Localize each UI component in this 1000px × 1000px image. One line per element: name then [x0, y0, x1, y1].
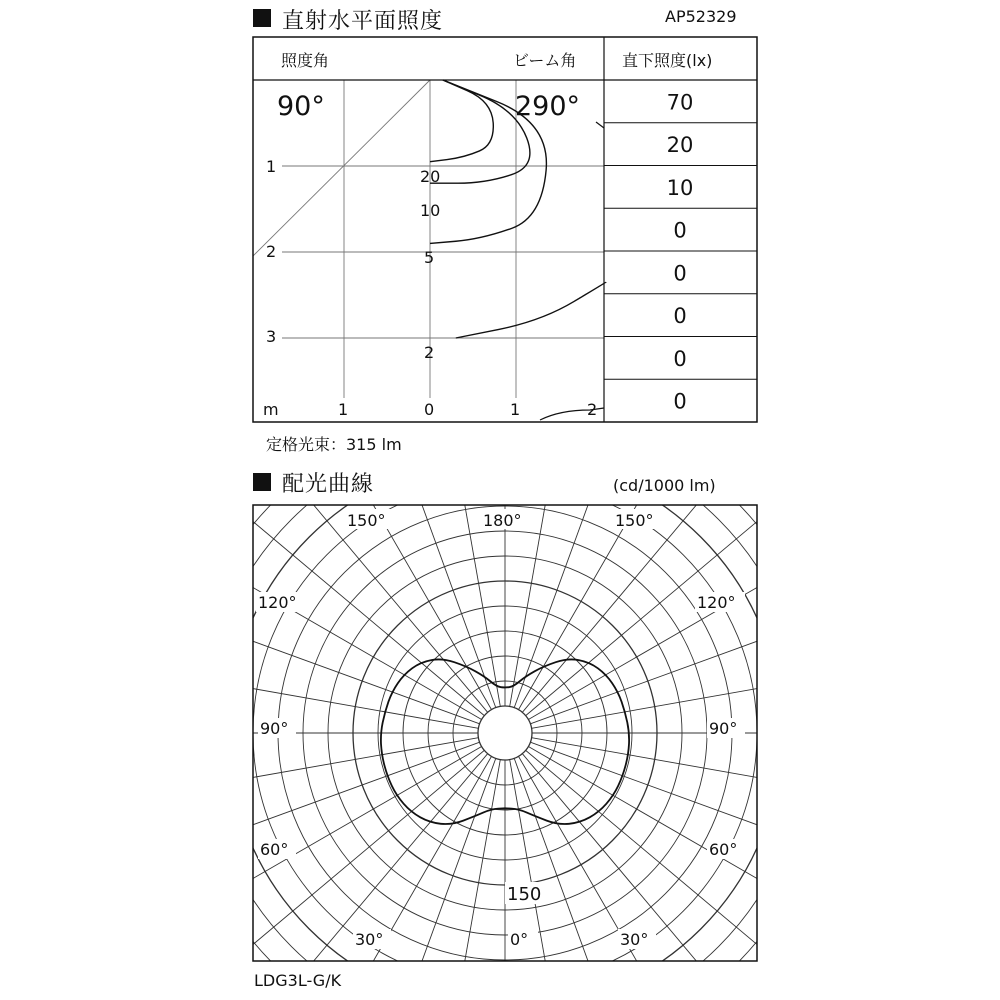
polar-spoke [522, 427, 762, 713]
polar-spoke [111, 738, 478, 803]
angle-label-30-right: 30° [620, 930, 649, 949]
beam-angle-label: ビーム角 [513, 51, 577, 70]
polar-spoke [368, 357, 496, 708]
angle-label-90-right: 90° [709, 719, 738, 738]
angle-label-150-right: 150° [615, 511, 654, 530]
polar-spoke [199, 750, 485, 990]
polar-spoke [532, 738, 899, 803]
model-code: AP52329 [665, 7, 737, 26]
polar-spoke [305, 387, 492, 710]
table-cell: 0 [673, 304, 687, 329]
polar-spoke [526, 476, 812, 716]
polar-spoke [248, 754, 488, 1000]
polar-unit: (cd/1000 lm) [613, 476, 716, 495]
angle-label-120-right: 120° [697, 593, 736, 612]
angle-label-120-left: 120° [258, 593, 297, 612]
table-cell: 0 [673, 389, 687, 414]
x-tick-label: 0 [424, 400, 435, 419]
polar-spoke [514, 357, 642, 708]
contour-label-2: 2 [424, 343, 435, 362]
polar-ring [478, 706, 532, 760]
table-cell: 0 [673, 218, 687, 243]
y-tick-label: 1 [266, 157, 277, 176]
x-tick-label: 2 [587, 400, 598, 419]
angle-label-60-left: 60° [260, 840, 289, 859]
angle-label-90-left: 90° [260, 719, 289, 738]
table-header: 直下照度(lx) [622, 51, 713, 70]
angle-label-180: 180° [483, 511, 522, 530]
section1-title: 直射水平面照度 [282, 9, 444, 34]
polar-spoke [129, 596, 480, 724]
illum-angle-value: 90° [277, 91, 325, 122]
table-cell: 20 [666, 133, 694, 158]
unit-label: m [263, 400, 279, 419]
section2-title: 配光曲線 [282, 472, 375, 497]
table-cell: 70 [666, 90, 694, 115]
table-cell: 0 [673, 346, 687, 371]
polar-spoke [159, 747, 482, 934]
polar-spoke [248, 427, 488, 713]
polar-spoke [530, 596, 881, 724]
y-tick-label: 2 [266, 242, 277, 261]
x-tick-label: 1 [510, 400, 521, 419]
polar-spoke [199, 476, 485, 716]
polar-spoke [526, 750, 812, 990]
polar-spoke [519, 756, 706, 1000]
contour-label-5: 5 [424, 248, 435, 267]
rated-flux: 定格光束：315 lm [266, 435, 402, 454]
angle-label-150-left: 150° [347, 511, 386, 530]
radial-label-150: 150 [507, 884, 542, 905]
table-cell: 0 [673, 261, 687, 286]
polar-spoke [528, 747, 851, 934]
polar-spoke [159, 533, 482, 720]
polar-spoke [530, 742, 881, 870]
polar-spoke [305, 756, 492, 1000]
polar-spoke [519, 387, 706, 710]
contour-label-10: 10 [420, 201, 441, 220]
illum-angle-label: 照度角 [281, 51, 330, 70]
polar-spoke [528, 533, 851, 720]
x-tick-label: 1 [338, 400, 349, 419]
model-name: LDG3L-G/K [254, 971, 342, 990]
polar-spoke [522, 754, 762, 1000]
angle-label-0: 0° [510, 930, 529, 949]
polar-spoke [129, 742, 480, 870]
beam-angle-value: 290° [515, 91, 581, 122]
polar-angle-labels [256, 509, 745, 949]
angle-label-60-right: 60° [709, 840, 738, 859]
angle-label-30-left: 30° [355, 930, 384, 949]
contour-label-20: 20 [420, 167, 441, 186]
y-tick-label: 3 [266, 327, 277, 346]
table-cell: 10 [666, 175, 694, 200]
